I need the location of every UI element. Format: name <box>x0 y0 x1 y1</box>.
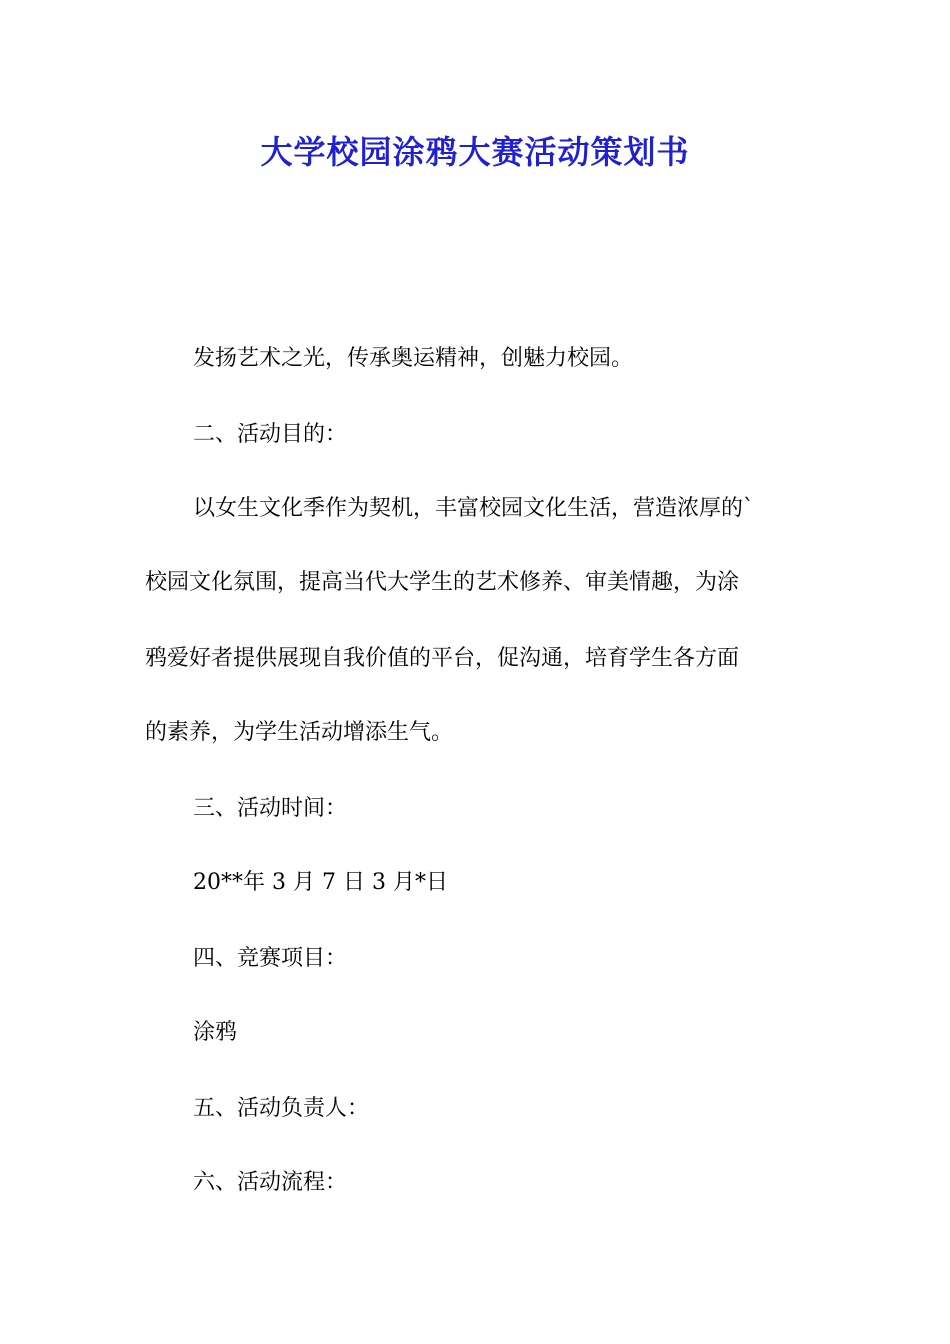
purpose-paragraph-line-4: 的素养，为学生活动增添生气。 <box>145 720 454 745</box>
section-heading-purpose: 二、活动目的： <box>193 422 348 447</box>
purpose-paragraph-line-3: 鸦爱好者提供展现自我价值的平台，促沟通，培育学生各方面 <box>145 646 740 671</box>
project-value: 涂鸦 <box>193 1020 238 1045</box>
section-heading-project: 四、竞赛项目： <box>193 946 348 971</box>
slogan-paragraph: 发扬艺术之光，传承奥运精神，创魅力校园。 <box>193 346 634 371</box>
section-heading-time: 三、活动时间： <box>193 796 348 821</box>
document-title: 大学校园涂鸦大赛活动策划书 <box>260 133 690 171</box>
section-heading-process: 六、活动流程： <box>193 1170 348 1195</box>
section-heading-responsible: 五、活动负责人： <box>193 1096 370 1121</box>
purpose-paragraph-line-2: 校园文化氛围，提高当代大学生的艺术修养、审美情趣，为涂 <box>145 570 740 595</box>
purpose-paragraph-line-1: 以女生文化季作为契机，丰富校园文化生活，营造浓厚的` <box>193 496 755 521</box>
time-value: 20**年 3 月 7 日 3 月*日 <box>193 870 448 895</box>
